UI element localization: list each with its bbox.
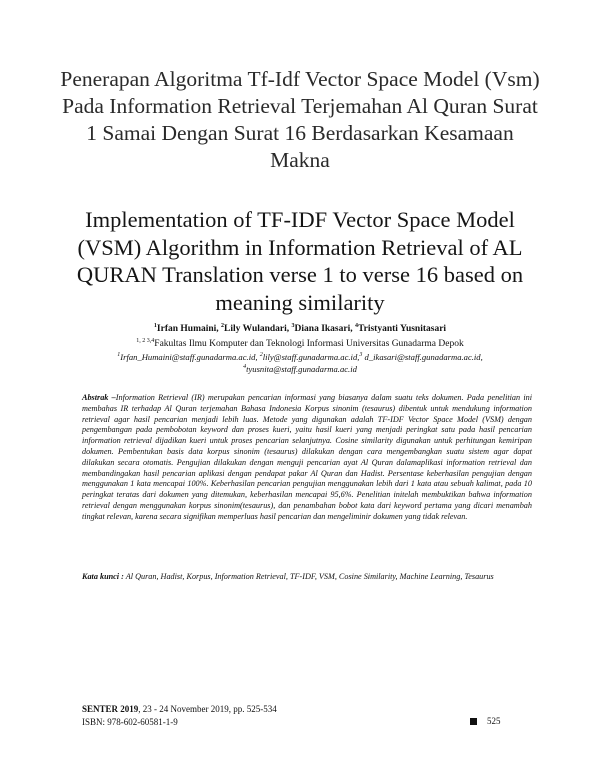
page-footer bbox=[82, 703, 277, 729]
page-number-block bbox=[470, 716, 501, 726]
author-2-name: Lily Wulandari, bbox=[224, 324, 292, 334]
keywords-text: Al Quran, Hadist, Korpus, Information Retrieval, TF-IDF, VSM, Cosine Similarity, Machine Learning, Tesaurus bbox=[123, 572, 494, 581]
conference-name: SENTER 2019 bbox=[82, 704, 139, 714]
author-3-name: Diana Ikasari, bbox=[294, 324, 355, 334]
author-4-sup: 4 bbox=[355, 322, 358, 329]
email-2-sup: 2 bbox=[259, 352, 263, 359]
page-number: 525 bbox=[487, 716, 501, 726]
keywords bbox=[82, 572, 532, 583]
affiliation-text: Fakultas Ilmu Komputer dan Teknologi Informasi Universitas Gunadarma Depok bbox=[154, 339, 464, 349]
email-4: tyusnita@staff.gunadarma.ac.id bbox=[246, 364, 357, 374]
author-1-sup: 1 bbox=[153, 322, 157, 329]
emails-line-2 bbox=[50, 363, 550, 375]
title-english: Implementation of TF-IDF Vector Space Model (VSM) Algorithm in Information Retrieval of AL QURAN Translation verse 1 to verse 16 based on meaning similarity bbox=[76, 207, 524, 315]
email-1-sup: 1 bbox=[117, 352, 121, 359]
email-4-sup: 4 bbox=[243, 364, 247, 371]
footer-conference-line bbox=[82, 703, 277, 716]
email-1: Irfan_Humaini@staff.gunadarma.ac.id, bbox=[120, 352, 260, 362]
author-4-name: Tristyanti Yusnitasari bbox=[358, 324, 447, 334]
affiliation bbox=[40, 339, 560, 349]
square-bullet-icon bbox=[470, 718, 477, 725]
emails-line-1 bbox=[50, 351, 550, 363]
conference-details: , 23 - 24 November 2019, pp. 525-534 bbox=[138, 704, 277, 714]
author-1-name: Irfan Humaini, bbox=[156, 324, 222, 334]
email-3: d_ikasari@staff.gunadarma.ac.id, bbox=[362, 352, 483, 362]
affiliation-sup: 1, 2 3,4 bbox=[136, 337, 155, 344]
author-2-sup: 2 bbox=[221, 322, 225, 329]
email-2: lily@staff.gunadarma.ac.id, bbox=[262, 352, 360, 362]
title-indonesian: Penerapan Algoritma Tf-Idf Vector Space Model (Vsm) Pada Information Retrieval Terjemahan Al Quran Surat 1 Samai Dengan Surat 16 Berdasarkan Kesamaan Makna bbox=[60, 67, 540, 172]
footer-isbn: ISBN: 978-602-60581-1-9 bbox=[82, 717, 178, 727]
abstract bbox=[82, 393, 532, 523]
keywords-label: Kata kunci : bbox=[82, 572, 124, 581]
email-3-sup: 3 bbox=[359, 352, 363, 359]
abstract-label: Abstrak – bbox=[82, 393, 116, 402]
author-emails bbox=[50, 351, 550, 375]
author-list bbox=[40, 324, 560, 334]
author-3-sup: 3 bbox=[291, 322, 295, 329]
abstract-text: Information Retrieval (IR) merupakan pencarian informasi yang biasanya dalam suatu teks dokumen. Pada penelitian ini membahas IR terhadap Al Quran terjemahan Bahasa Indonesia Korpus sinonim (tesaurus) dibentuk untuk mendukung information retrieval agar hasil pencarian menjadi lebih luas. Metode yang digunakan adalah TF-IDF Vector Space Model (VSM) dengan pengembangan pada pembobotan keyword dan proses kueri, yaitu hasil kueri yang menjadi peringkat satu pada hasil pencarian information retrieval dijadikan kueri untuk proses pencarian selanjutnya. Cosine similarity digunakan untuk perhitungan kemiripan dokumen. Pembentukan basis data korpus sinonim (tesaurus) dilakukan dengan cara mengembangkan suatu sistem agar dapat dilakukan secara otomatis. Pengujian dilakukan dengan menguji pencarian ayat Al Quran dalamaplikasi information retrieval dan membandingakan hasil pencarian aplikasi dengan pendapat pakar Al Quran dan Hadist. Persentase keberhasilan pengujian dengan menggunakan 1 kata mencapai 100%. Keberhasilan pencarian pengujian menggunakan lebih dari 1 kata atau sebuah kalimat, pada 10 peringkat teratas dari dokumen yang ditemukan, keberhasilan mencapai 95,6%. Penelitian initelah membuktikan bahwa information retrieval dengan menggunakan korpus sinonim(tesaurus), dan penambahan bobot kata dari keyword pertama yang dicari menambah tingkat relevan, karena secara signifikan memperluas hasil pencarian dan mengeliminir dokumen yang tidak relevan. bbox=[82, 393, 533, 521]
